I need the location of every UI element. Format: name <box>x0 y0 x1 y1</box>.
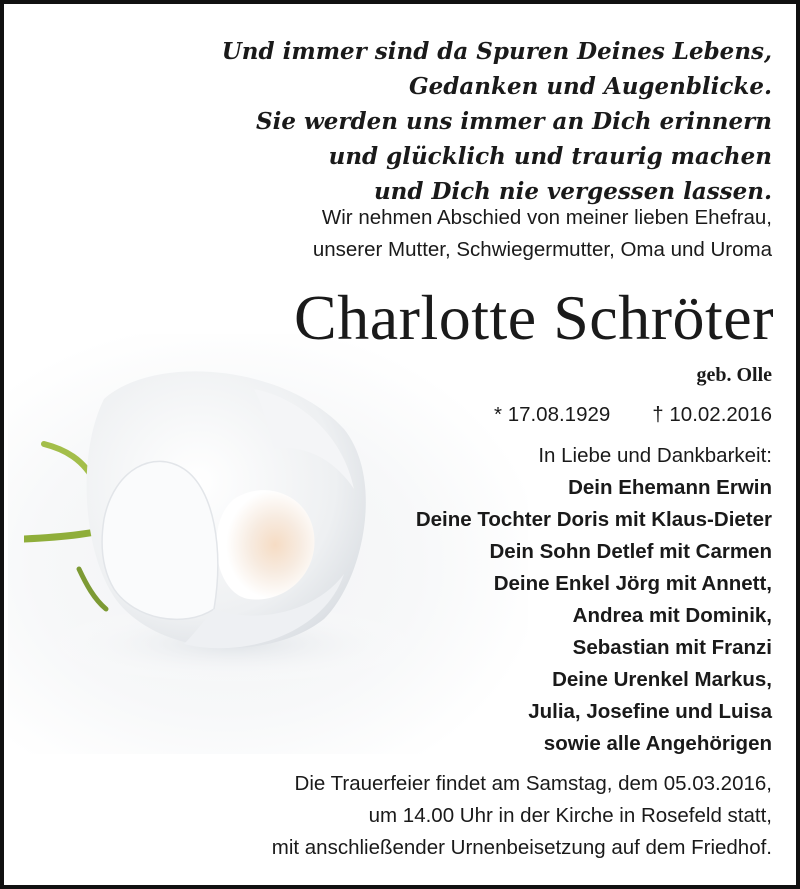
mourner-line: Deine Urenkel Markus, <box>552 668 772 691</box>
poem-line: Und immer sind da Spuren Deines Lebens, <box>221 38 772 65</box>
funeral-line: um 14.00 Uhr in der Kirche in Rosefeld statt, <box>368 804 772 827</box>
mourner-line: Dein Sohn Detlef mit Carmen <box>489 540 772 563</box>
farewell-intro <box>132 202 772 266</box>
funeral-details <box>72 768 772 864</box>
intro-line: unserer Mutter, Schwiegermutter, Oma und Uroma <box>312 238 772 261</box>
mourner-line: Sebastian mit Franzi <box>572 636 772 659</box>
deceased-name: Charlotte Schröter <box>294 282 774 353</box>
memorial-poem <box>152 34 772 209</box>
birth-name: geb. Olle <box>696 364 772 386</box>
funeral-line: Die Trauerfeier findet am Samstag, dem 05.03.2016, <box>294 772 772 795</box>
mourners-list <box>252 472 772 760</box>
mourner-line: Julia, Josefine und Luisa <box>528 700 772 723</box>
mourner-line: Deine Tochter Doris mit Klaus-Dieter <box>415 508 772 531</box>
life-dates <box>494 401 772 429</box>
funeral-line: mit anschließender Urnenbeisetzung auf dem Friedhof. <box>271 836 772 859</box>
gratitude-line: In Liebe und Dankbarkeit: <box>538 444 772 467</box>
poem-line: Gedanken und Augenblicke. <box>409 73 772 100</box>
birth-date: * 17.08.1929 <box>494 403 611 426</box>
poem-line: Sie werden uns immer an Dich erinnern <box>255 108 772 135</box>
mourner-line: Dein Ehemann Erwin <box>568 476 772 499</box>
mourner-line: Andrea mit Dominik, <box>572 604 772 627</box>
poem-line: und glücklich und traurig machen <box>328 143 772 170</box>
death-date: † 10.02.2016 <box>652 403 772 426</box>
poem-line: und Dich nie vergessen lassen. <box>373 178 772 205</box>
intro-line: Wir nehmen Abschied von meiner lieben Ehefrau, <box>321 206 772 229</box>
mourner-line: Deine Enkel Jörg mit Annett, <box>493 572 772 595</box>
mourner-line: sowie alle Angehörigen <box>543 732 772 755</box>
